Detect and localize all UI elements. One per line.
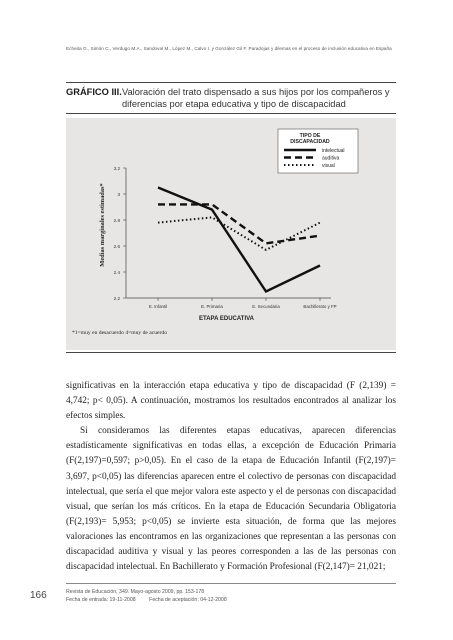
y-tick-label: 2.4 [113,269,120,275]
footer-rule [66,583,396,584]
figure-note: *1=muy en desacuerdo 4=muy de acuerdo [72,330,168,336]
x-tick-label: E. Secundaria [252,304,280,309]
x-tick-label: E. Infantil [148,304,168,309]
journal-citation: Revista de Educación, 349. Mayo-agosto 2009, pp. 153-178 [66,589,205,595]
accepted-date: Fecha de aceptación: 04-12-2008 [149,597,227,604]
figure-title: Valoración del trato dispensado a sus hijos por los compañeros y diferencias por etapa educativa y tipo de discapacidad [122,87,390,109]
y-axis-title: Medias marginales estimadas* [99,183,106,267]
x-tick-label: Bachillerato y FP [303,304,337,309]
figure-bottom-rule [66,352,396,353]
series-line-auditiva [158,204,320,243]
line-chart [66,118,396,350]
figure-title-rule [66,113,396,114]
legend-label: visual [322,162,335,169]
legend-title-line2: DISCAPACIDAD [290,139,330,145]
figure-label: GRÁFICO III. [66,87,122,97]
y-tick-label: 2.2 [113,295,120,301]
legend-title: TIPO DE [299,133,321,139]
chart-panel [66,118,396,350]
series-line-intelectual [158,188,320,292]
series-line-visual [158,217,320,250]
paragraph: significativas en la interacción etapa educativa y tipo de discapacidad (F (2,139) = 4,742; p< 0,05). A continuación, mostramos los resultados encontrados al analizar los efectos simples. [66,381,396,422]
legend-label: auditiva [322,155,340,162]
x-tick-label: E. Primaria [201,304,223,309]
y-tick-label: 3 [117,191,120,197]
x-axis-title: ETAPA EDUCATIVA [199,316,254,322]
footer [66,588,366,605]
legend-label: intelectual [322,147,345,154]
paragraph: Si consideramos las diferentes etapas educativas, aparecen diferencias estadísticamente significativas en todas ellas, a excepción de Educación Primaria (F(2,197)=0,597; p>0,05). En el caso de la etapa de Educación Infantil (F(2,197)= 3,697, p<0,05) las diferencias aparecen entre el colectivo de personas con discapacidad intelectual, que sería el que mejor valora este aspecto y el de personas con discapacidad visual, que serían los más críticos. En la etapa de Educación Secundaria Obligatoria (F(2,193)= 5,953; p<0,05) se invierte esta situación, de forma que las mejores valoraciones las encontramos en las organizaciones que representan a las personas con discapacidad auditiva y visual y las peores corresponden a las de las personas con discapacidad intelectual. En Bachillerato y Formación Profesional (F(2,147)= 21,021; [66,426,396,573]
y-tick-label: 3.2 [113,165,120,171]
running-head: Echeita G., Simón C., Verdugo M.A., Sandoval M., López M., Calvo I. y González Gil F. Paradojas y dilemas en el proceso de inclusión educativa en España [66,46,392,51]
article-body [66,379,396,575]
y-tick-label: 2.6 [113,243,120,249]
page-number: 166 [30,590,47,601]
y-tick-label: 2.8 [113,217,120,223]
figure-top-rule [66,82,396,83]
received-date: Fecha de entrada: 19-11-2008 [66,597,136,604]
